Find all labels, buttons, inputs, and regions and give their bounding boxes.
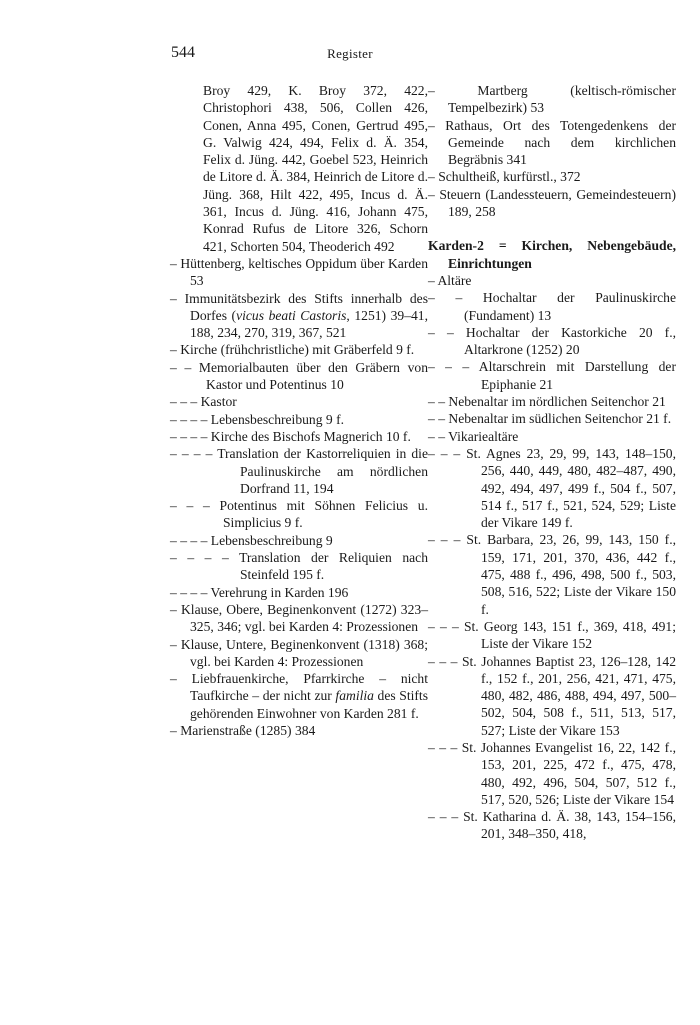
entry-text: – Rathaus, Ort des Totengedenkens der Gemeinde nach dem kirchlichen Begräbnis 341: [428, 117, 676, 168]
entry-text: – Klause, Obere, Beginenkonvent (1272) 323–325, 346; vgl. bei Karden 4: Prozessionen: [170, 601, 428, 635]
index-entry: [428, 324, 676, 359]
entry-text: – Immunitätsbezirk des Stifts innerhalb des Dorfes (: [170, 290, 428, 323]
entry-italic-text: vicus beati Castoris: [236, 307, 347, 323]
index-entry: [170, 393, 428, 410]
index-entry: [170, 601, 428, 636]
entry-text: – – Nebenaltar im südlichen Seitenchor 21 f.: [428, 411, 672, 427]
index-entry: [428, 445, 676, 531]
index-entry: [170, 428, 428, 445]
entry-italic-text: familia: [335, 688, 374, 704]
entry-text: – Kirche (frühchristliche) mit Gräberfeld 9 f.: [170, 342, 415, 358]
entry-text: – Klause, Untere, Beginenkonvent (1318) 368; vgl. bei Karden 4: Prozessionen: [170, 636, 428, 669]
entry-text: Broy 429, K. Broy 372, 422, Christophori 438, 506, Collen 426, Conen, Anna 495, Conen, Gertrud 495, G. Valwig 424, 494, Felix d. Ä. 354, Felix d. Jüng. 442, Goebel 523, Heinrich de Litore d. Ä. 384, Heinrich de Litore d. Jüng. 368, Hilt 422, 495, Incus d. Ä. 361, Incus d. Jüng. 416, Johann 475, Konrad Rufus de Litore 326, Schorn 421, Schorten 504, Theoderich 492: [203, 83, 428, 254]
index-entry: [170, 290, 428, 342]
index-entry: [170, 722, 428, 739]
entry-text: – – – St. Barbara, 23, 26, 99, 143, 150 f., 159, 171, 201, 370, 436, 442 f., 475, 488 f., 496, 498, 500 f., 503, 508, 516, 522; Liste der Vikare 150 f.: [428, 532, 676, 617]
entry-text: – – – – Lebensbeschreibung 9: [170, 532, 333, 548]
entry-text: – Hüttenberg, keltisches Oppidum über Karden 53: [170, 255, 428, 289]
entry-text: – Schultheiß, kurfürstl., 372: [428, 169, 581, 185]
index-entry: [428, 653, 676, 739]
entry-text: – – – – Verehrung in Karden 196: [170, 584, 349, 600]
entry-text: – – – Potentinus mit Söhnen Felicius u. Simplicius 9 f.: [170, 498, 428, 531]
entry-text: – – Hochaltar der Kastorkiche 20 f., Altarkrone (1252) 20: [428, 324, 676, 358]
index-entry: [428, 428, 676, 445]
entry-text: – – – St. Johannes Evangelist 16, 22, 142 f., 153, 201, 225, 472 f., 475, 478, 480, 492, 496, 504, 507, 512 f., 517, 520, 526; Liste der Vikare 154: [428, 739, 676, 807]
index-entry: [428, 531, 676, 617]
entry-text: – Steuern (Landessteuern, Gemeindesteuern) 189, 258: [428, 186, 676, 220]
entry-text: – – – St. Georg 143, 151 f., 369, 418, 491; Liste der Vikare 152: [428, 618, 676, 652]
index-entry: [428, 410, 676, 427]
index-entry: [428, 393, 676, 410]
entry-text: – – – St. Agnes 23, 29, 99, 143, 148–150, 256, 440, 449, 480, 482–487, 490, 492, 494, 497, 499 f., 504 f., 507, 514 f., 517 f., 521, 524, 529; Liste der Vikare 149 f.: [428, 445, 676, 531]
entry-text: – – – – Kirche des Bischofs Magnerich 10 f.: [170, 428, 411, 444]
index-entry: [170, 549, 428, 584]
section-heading: [428, 237, 676, 272]
entry-text: – – Vikariealtäre: [428, 428, 519, 444]
index-entry: [428, 117, 676, 169]
index-entry: [170, 255, 428, 290]
index-entry: [170, 411, 428, 428]
index-entry: [170, 445, 428, 497]
index-entry: [428, 618, 676, 653]
entry-text: – – – – Translation der Reliquien nach Steinfeld 195 f.: [170, 550, 428, 583]
entry-text: – Marienstraße (1285) 384: [170, 722, 316, 738]
entry-text: – – – Altarschrein mit Darstellung der Epiphanie 21: [428, 359, 676, 392]
index-entry: [428, 272, 676, 289]
entry-text: – – Nebenaltar im nördlichen Seitenchor 21: [428, 394, 666, 410]
entry-text-continued: , 1251) 39–41, 188, 234, 270, 319, 367, 521: [190, 307, 428, 341]
entry-text: – – – – Translation der Kastorreliquien in die Paulinuskirche am nördlichen Dorfrand 11, 194: [170, 446, 428, 496]
entry-text: – – – St. Johannes Baptist 23, 126–128, 142 f., 152 f., 201, 256, 421, 471, 475, 480, 482, 486, 488, 494, 497, 500–502, 504, 508 f., 511, 513, 517, 527; Liste der Vikare 153: [428, 653, 676, 738]
entry-text: – Altäre: [428, 272, 472, 288]
entry-text: – Liebfrauenkirche, Pfarrkirche – nicht Taufkirche – der nicht zur: [170, 671, 428, 704]
index-entry: [170, 670, 428, 722]
index-entry: [170, 359, 428, 394]
index-entry: [170, 636, 428, 671]
index-column-right: [428, 82, 676, 843]
index-entry: [428, 186, 676, 221]
index-entry: [428, 739, 676, 808]
index-entry: [170, 341, 428, 358]
index-entry: [428, 358, 676, 393]
index-entry: [170, 532, 428, 549]
index-entry: [428, 289, 676, 324]
entry-text: – – – – Lebensbeschreibung 9 f.: [170, 411, 345, 427]
index-entry: [428, 82, 676, 117]
index-column-left: [170, 82, 428, 739]
entry-text-continued: des Stifts gehörenden Einwohner von Karden 281 f.: [190, 688, 428, 721]
entry-text: – – – Kastor: [170, 394, 237, 410]
entry-text: – – – St. Katharina d. Ä. 38, 143, 154–156, 201, 348–350, 418,: [428, 809, 676, 842]
entry-text: – – Hochaltar der Paulinuskirche (Fundament) 13: [428, 290, 676, 323]
index-entry: [170, 584, 428, 601]
entry-text: Karden-2 = Kirchen, Nebengebäude, Einrichtungen: [428, 238, 676, 271]
page-number: 544: [171, 44, 195, 61]
index-entry: [428, 808, 676, 843]
index-entry: [170, 497, 428, 532]
index-entry: [428, 168, 676, 185]
entry-text: – Martberg (keltisch-römischer Tempelbezirk) 53: [428, 83, 676, 116]
running-head: Register: [327, 46, 373, 61]
index-entry: [170, 82, 428, 255]
entry-text: – – Memorialbauten über den Gräbern von Kastor und Potentinus 10: [170, 359, 428, 393]
